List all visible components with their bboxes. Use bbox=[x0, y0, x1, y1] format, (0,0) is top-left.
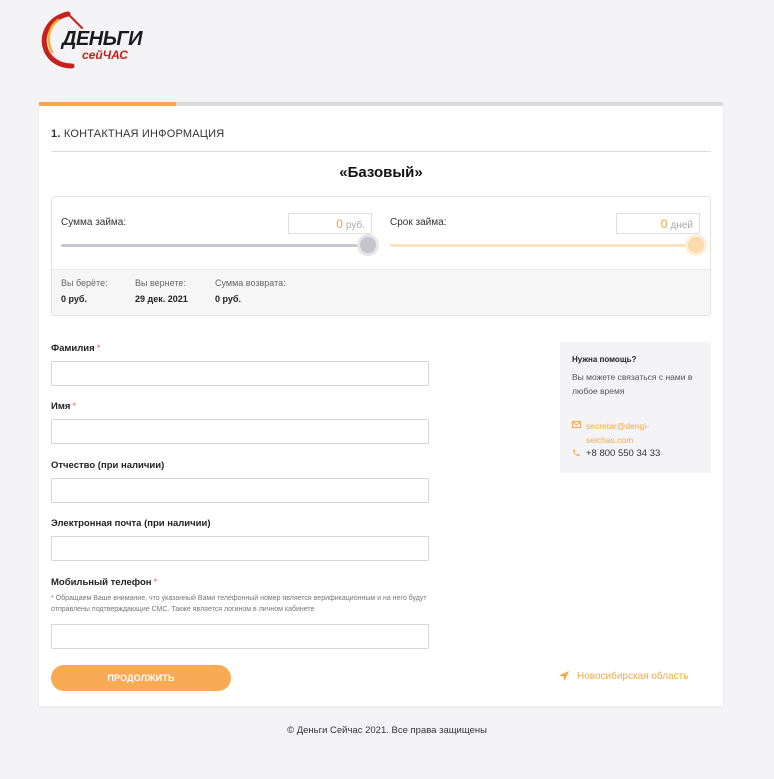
location-arrow-icon bbox=[559, 671, 569, 681]
required-marker: * bbox=[153, 577, 158, 588]
term-unit: дней bbox=[670, 220, 693, 231]
amount-label: Сумма займа: bbox=[61, 217, 127, 228]
first-name-input[interactable] bbox=[51, 419, 429, 444]
summary-return-date-value: 29 дек. 2021 bbox=[135, 294, 188, 304]
amount-value-field[interactable] bbox=[288, 213, 372, 234]
phone-input[interactable] bbox=[51, 624, 429, 649]
first-name-label: Имя * bbox=[51, 401, 77, 412]
application-form-card bbox=[39, 102, 723, 706]
term-value-field[interactable] bbox=[616, 213, 700, 234]
phone-verification-note: * Обращаем Ваше внимание, что указанный Вами телефонный номер является верификационным и на него будут отправлены подтверждающие СМС. Также является логином в личном кабинете bbox=[51, 595, 427, 613]
required-marker: * bbox=[72, 401, 77, 412]
plan-title: «Базовый» bbox=[339, 164, 423, 181]
amount-unit: руб. bbox=[345, 220, 365, 231]
phone-icon bbox=[572, 449, 580, 457]
calculator-sliders bbox=[52, 197, 710, 269]
help-email-link[interactable] bbox=[572, 419, 692, 447]
summary-take-value: 0 руб. bbox=[61, 294, 87, 304]
summary-return-date-label: Вы вернете: bbox=[135, 278, 186, 288]
term-label: Срок займа: bbox=[390, 217, 447, 228]
required-marker: * bbox=[96, 343, 101, 354]
term-slider-track[interactable] bbox=[390, 244, 696, 247]
summary-take-label: Вы берёте: bbox=[61, 278, 108, 288]
amount-slider-handle[interactable] bbox=[360, 237, 376, 253]
logo-text-main: ДЕНЬГИ bbox=[62, 28, 143, 50]
logo-text-sub: сейЧАС bbox=[82, 48, 128, 62]
term-value: 0 bbox=[660, 217, 668, 231]
amount-slider-track[interactable] bbox=[61, 244, 368, 247]
help-panel bbox=[560, 342, 711, 473]
help-email: secretar@dengi-seichas.com bbox=[586, 421, 649, 445]
last-name-label: Фамилия * bbox=[51, 343, 101, 354]
phone-label: Мобильный телефон * bbox=[51, 577, 158, 588]
help-description: Вы можете связаться с нами в любое время bbox=[572, 372, 693, 396]
step-title: КОНТАКТНАЯ ИНФОРМАЦИЯ bbox=[63, 128, 225, 140]
term-slider-handle[interactable] bbox=[688, 237, 704, 253]
last-name-input[interactable] bbox=[51, 361, 429, 386]
email-input[interactable] bbox=[51, 536, 429, 561]
continue-button[interactable]: ПРОДОЛЖИТЬ bbox=[51, 665, 231, 691]
footer-copyright: © Деньги Сейчас 2021. Все права защищены bbox=[287, 725, 487, 736]
middle-name-label: Отчество (при наличии) bbox=[51, 460, 165, 471]
step-header bbox=[51, 128, 711, 152]
step-number: 1. bbox=[51, 128, 61, 140]
step-progress-bar bbox=[39, 102, 176, 106]
summary-return-amount-value: 0 руб. bbox=[215, 294, 241, 304]
amount-value: 0 bbox=[336, 217, 343, 231]
summary-return-amount-label: Сумма возврата: bbox=[215, 278, 286, 288]
help-title: Нужна помощь? bbox=[572, 355, 637, 364]
region-name: Новосибирская область bbox=[577, 671, 689, 682]
email-label: Электронная почта (при наличии) bbox=[51, 518, 211, 529]
mail-icon bbox=[572, 421, 581, 428]
help-phone: +8 800 550 34 33 bbox=[586, 448, 661, 459]
region-selector[interactable] bbox=[559, 671, 688, 682]
middle-name-input[interactable] bbox=[51, 478, 429, 503]
loan-summary bbox=[52, 269, 710, 316]
loan-calculator bbox=[51, 196, 711, 316]
brand-logo[interactable] bbox=[38, 10, 143, 70]
help-phone-link[interactable] bbox=[572, 448, 660, 459]
